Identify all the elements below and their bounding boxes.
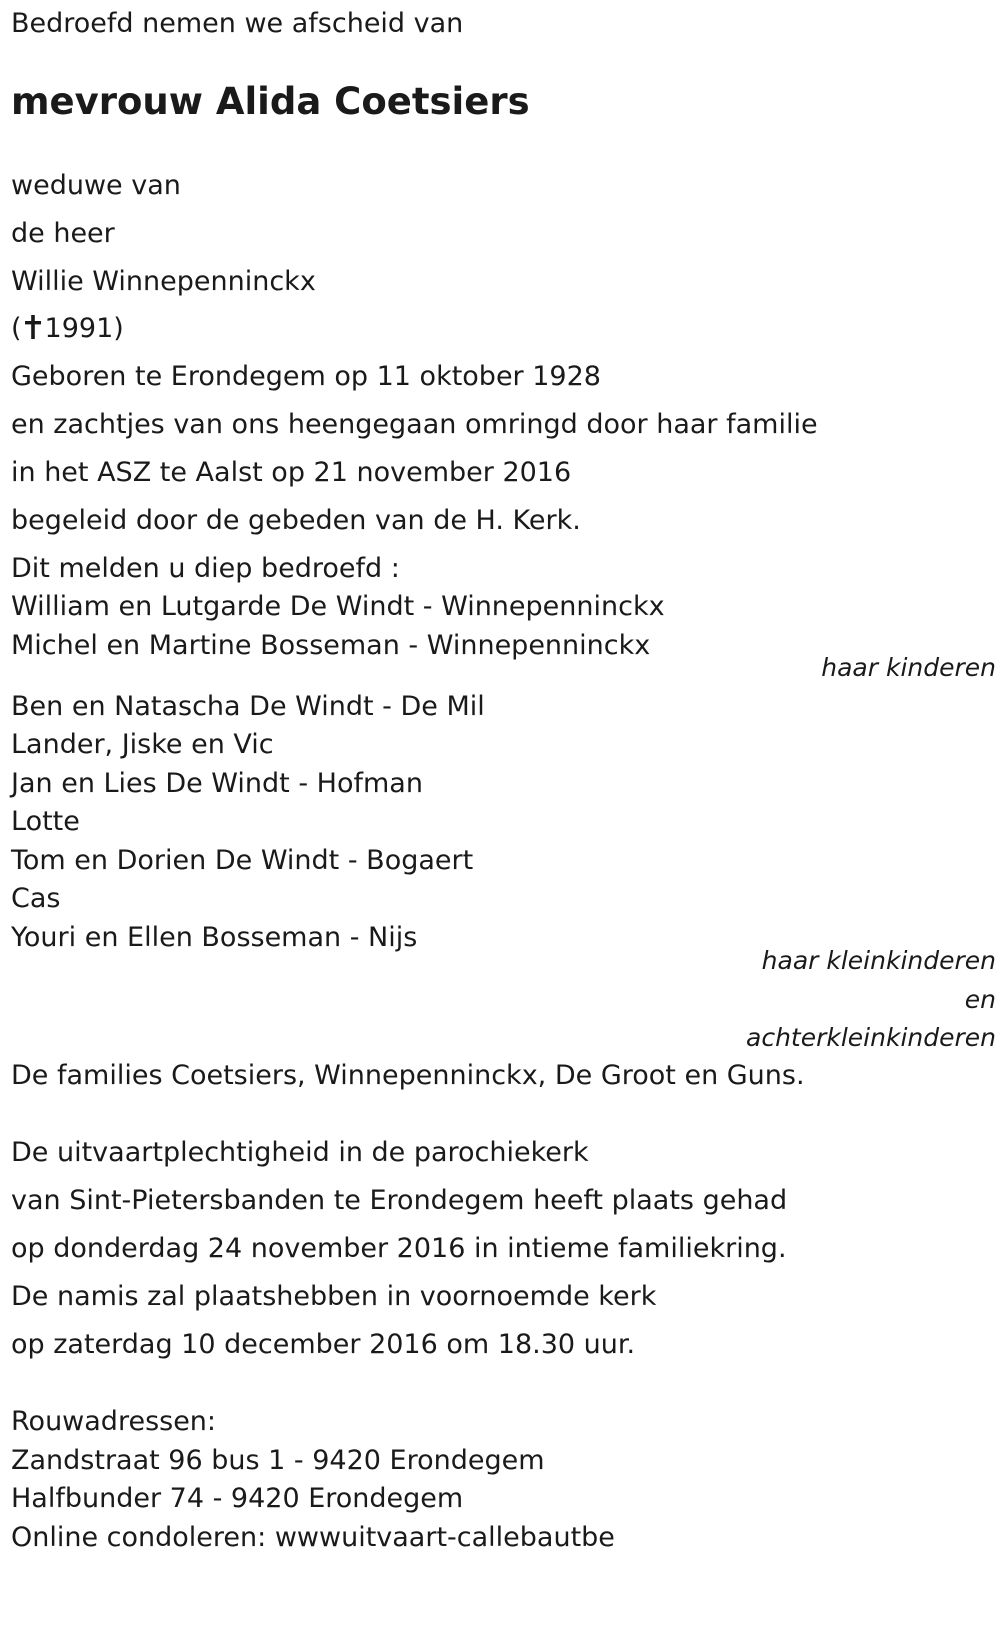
passed-line-2: in het ASZ te Aalst op 21 november 2016 — [11, 457, 572, 488]
funeral-line: van Sint-Pietersbanden te Erondegem heeft plaats gehad — [11, 1185, 788, 1216]
born-line: Geboren te Erondegem op 11 oktober 1928 — [11, 361, 601, 392]
grandchild-line: Youri en Ellen Bosseman - Nijs — [11, 922, 418, 953]
grandchild-line: Ben en Natascha De Windt - De Mil — [11, 691, 485, 722]
grandchild-line: Lander, Jiske en Vic — [11, 729, 274, 760]
passed-line-1: en zachtjes van ons heengegaan omringd door haar familie — [11, 409, 818, 440]
intro-line: Bedroefd nemen we afscheid van — [11, 8, 464, 39]
families-line: De families Coetsiers, Winnepenninckx, De Groot en Guns. — [11, 1060, 805, 1091]
condolence-line: Online condoleren: wwwuitvaart-callebautbe — [11, 1522, 615, 1553]
funeral-line: De namis zal plaatshebben in voornoemde kerk — [11, 1281, 657, 1312]
spouse-title-line: de heer — [11, 218, 115, 249]
child-line: Michel en Martine Bosseman - Winnepenninckx — [11, 630, 651, 661]
spouse-death-line — [11, 312, 124, 346]
spouse-name-line: Willie Winnepenninckx — [11, 266, 316, 297]
children-label: haar kinderen — [821, 653, 996, 682]
announce-line: Dit melden u diep bedroefd : — [11, 553, 400, 584]
funeral-line: De uitvaartplechtigheid in de parochiekerk — [11, 1137, 589, 1168]
grandchild-line: Cas — [11, 883, 61, 914]
paren-open: ( — [11, 313, 22, 344]
funeral-line: op donderdag 24 november 2016 in intieme familiekring. — [11, 1233, 787, 1264]
address-line: Halfbunder 74 - 9420 Erondegem — [11, 1483, 464, 1514]
child-line: William en Lutgarde De Windt - Winnepenninckx — [11, 591, 665, 622]
widow-of-line: weduwe van — [11, 170, 181, 201]
passed-line-3: begeleid door de gebeden van de H. Kerk. — [11, 505, 581, 536]
grandchildren-label-and: en — [964, 985, 996, 1014]
grandchild-line: Jan en Lies De Windt - Hofman — [11, 768, 423, 799]
grandchild-line: Tom en Dorien De Windt - Bogaert — [11, 845, 474, 876]
grandchild-line: Lotte — [11, 806, 80, 837]
funeral-line: op zaterdag 10 december 2016 om 18.30 uur. — [11, 1329, 636, 1360]
deceased-name: mevrouw Alida Coetsiers — [11, 80, 530, 123]
cross-icon — [23, 314, 43, 340]
grandchildren-label: haar kleinkinderen — [761, 946, 996, 975]
address-line: Zandstraat 96 bus 1 - 9420 Erondegem — [11, 1445, 545, 1476]
spouse-death-year: 1991) — [44, 313, 124, 344]
addresses-label: Rouwadressen: — [11, 1406, 217, 1437]
great-grandchildren-label: achterkleinkinderen — [746, 1023, 996, 1052]
